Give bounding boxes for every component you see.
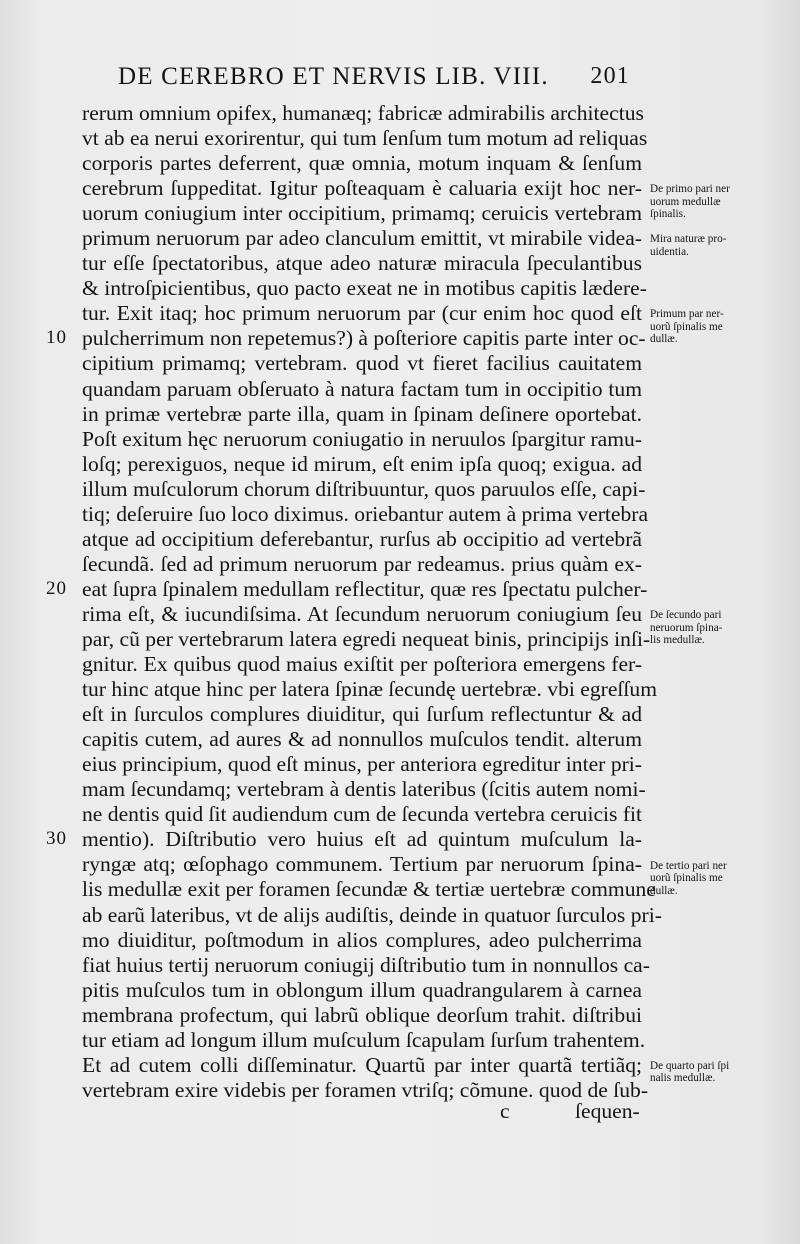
line-number: 30 — [46, 828, 67, 850]
margin-note — [650, 860, 768, 898]
text-line: mentio). Diſtributio vero huius eſt ad quintum muſculum la- — [82, 827, 642, 852]
margin-note — [650, 1060, 768, 1085]
text-line: par, cũ per vertebrarum latera egredi nequeat binis, principijs inſi- — [82, 626, 651, 651]
margin-note-line: De ſecundo pari — [650, 609, 722, 621]
text-line: illum muſculorum chorum diſtribuuntur, quos paruulos eſſe, capi- — [82, 476, 646, 501]
margin-note-line: uorũ ſpinalis me — [650, 320, 723, 333]
text-line: Poſt exitum hęc neruorum coniugatio in neruulos ſpargitur ramu- — [82, 426, 642, 451]
margin-note-line: dullæ. — [650, 884, 678, 897]
text-line: vertebram exire videbis per foramen vtriſq; cõmune. quod de ſub- — [82, 1077, 649, 1102]
signature-mark: c — [500, 1099, 510, 1123]
text-line: Et ad cutem colli diſſeminatur. Quartũ par inter quartã tertiãq; — [82, 1052, 642, 1077]
margin-note-line: neruorum ſpina- — [650, 621, 723, 634]
text-line: & introſpicientibus, quo pacto exeat ne in motibus capitis lædere- — [82, 276, 647, 301]
text-line: gnitur. Ex quibus quod maius exiſtit per poſteriora emergens fer- — [82, 652, 642, 677]
text-line: ne dentis quid ſit audiendum cum de ſecunda vertebra ceruicis fit — [82, 802, 643, 827]
margin-note — [650, 308, 768, 346]
margin-note-line: ſpinalis. — [650, 208, 686, 221]
text-line: ab earũ lateribus, vt de alijs audiſtis, deinde in quatuor ſurculos pri- — [82, 902, 662, 927]
text-line: primum neruorum par adeo clanculum emittit, vt mirabile videa- — [82, 226, 642, 251]
text-line: lis medullæ exit per foramen ſecundæ & tertiæ uertebræ commune — [82, 877, 656, 902]
margin-note — [650, 233, 768, 258]
text-line: vt ab ea nerui exorirentur, qui tum ſenſum tum motum ad reliquas — [82, 126, 648, 151]
text-line: eius principium, quod eſt minus, per anteriora egreditur inter pri- — [82, 752, 642, 777]
running-header — [118, 63, 630, 97]
text-line: rima eſt, & iucundiſsima. At ſecundum neruorum coniugium ſeu — [82, 601, 642, 626]
margin-note-line: lis medullæ. — [650, 634, 705, 646]
main-text-block — [82, 101, 662, 1103]
page-number: 201 — [590, 63, 630, 89]
text-line: pulcherrimum non repetemus?) à poſteriore capitis parte inter oc- — [82, 326, 646, 351]
text-line: atque ad occipitium deferebantur, rurſus ab occipitio ad vertebrã — [82, 526, 642, 551]
text-line: cipitium primamq; vertebram. quod vt fieret facilius cauitatem — [82, 351, 642, 376]
text-line: eſt in ſurculos complures diuiditur, qui ſurſum reflectuntur & ad — [82, 702, 642, 727]
margin-note — [650, 609, 768, 647]
text-line: tur etiam ad longum illum muſculum ſcapulam ſurſum trahentem. — [82, 1027, 646, 1052]
text-line: tiq; deſeruire ſuo loco diximus. oriebantur autem à prima vertebra — [82, 501, 649, 526]
running-title: DE CEREBRO ET NERVIS LIB. VIII. — [118, 63, 549, 90]
margin-note-line: De quarto pari ſpi — [650, 1059, 730, 1072]
text-line: fiat huius tertij neruorum coniugij diſtributio tum in nonnullos ca- — [82, 952, 650, 977]
margin-note-line: Mira naturæ pro- — [650, 233, 727, 246]
catchword: ſequen- — [575, 1099, 640, 1123]
margin-note-line: dullæ. — [650, 333, 678, 346]
text-line: quandam paruam obſeruato à natura factam tum in occipitio tum — [82, 376, 642, 401]
text-line: eat ſupra ſpinalem medullam reflectitur, quæ res ſpectatu pulcher- — [82, 576, 648, 601]
margin-note-line: Primum par ner- — [650, 308, 724, 321]
text-line: capitis cutem, ad aures & ad nonnullos muſculos tendit. alterum — [82, 727, 642, 752]
line-number: 10 — [46, 327, 67, 349]
text-line: ſecundã. ſed ad primum neruorum par redeamus. prius quàm ex- — [82, 551, 642, 576]
text-line: mo diuiditur, poſtmodum in alios complures, adeo pulcherrima — [82, 927, 642, 952]
text-line: cerebrum ſuppeditat. Igitur poſteaquam è caluaria exijt hoc ner- — [82, 176, 642, 201]
margin-note-line: nalis medullæ. — [650, 1072, 716, 1085]
margin-note-line: uorũ ſpinalis me — [650, 872, 723, 884]
text-line: ryngæ atq; œſophago communem. Tertium par neruorum ſpina- — [82, 852, 642, 877]
margin-note-line: uidentia. — [650, 245, 689, 258]
text-line: tur. Exit itaq; hoc primum neruorum par (cur enim hoc quod eſt — [82, 301, 642, 326]
text-line: tur hinc atque hinc per latera ſpinæ ſecundę uertebræ. vbi egreſſum — [82, 677, 658, 702]
margin-note-line: De tertio pari ner — [650, 859, 727, 872]
text-line: tur eſſe ſpectatoribus, atque adeo naturæ miracula ſpeculantibus — [82, 251, 642, 276]
margin-note-line: De primo pari ner — [650, 183, 730, 196]
margin-note-line: uorum medullæ — [650, 195, 721, 208]
text-line: pitis muſculos tum in oblongum illum quadrangularem à carnea — [82, 977, 642, 1002]
text-line: corporis partes deferrent, quæ omnia, motum inquam & ſenſum — [82, 151, 642, 176]
text-line: in primæ vertebræ parte illa, quam in ſpinam deſinere oportebat. — [82, 401, 642, 426]
text-line: mam ſecundamq; vertebram à dentis lateribus (ſcitis autem nomi- — [82, 777, 646, 802]
text-line: membrana profectum, qui labrũ oblique deorſum trahit. diſtribui — [82, 1002, 642, 1027]
margin-note — [650, 183, 768, 221]
text-line: rerum omnium opifex, humanæq; fabricæ admirabilis architectus — [82, 101, 644, 125]
text-line: uorum coniugium inter occipitium, primamq; ceruicis vertebram — [82, 201, 642, 226]
text-line: loſq; perexiguos, neque id mirum, eſt enim ipſa quoq; exigua. ad — [82, 451, 642, 476]
line-number: 20 — [46, 577, 67, 599]
